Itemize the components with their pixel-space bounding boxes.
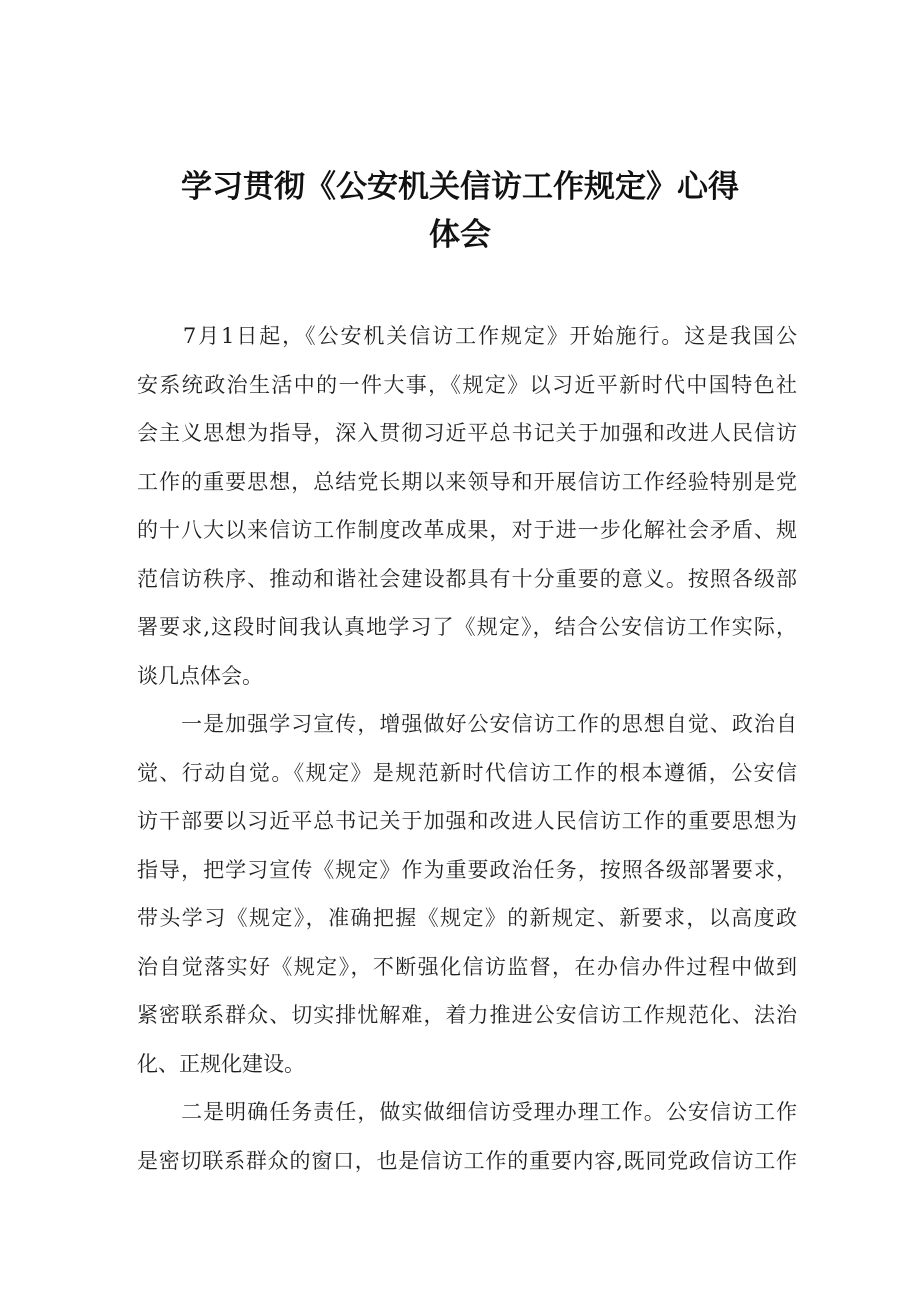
text-line: 带头学习《规定》，准确把握《规定》的新规定、新要求，以高度政: [137, 906, 797, 930]
text-line: 指导，把学习宣传《规定》作为重要政治任务，按照各级部署要求，: [137, 857, 797, 882]
paragraph: [137, 700, 797, 1088]
text-line: 访干部要以习近平总书记关于加强和改进人民信访工作的重要思想为: [137, 809, 797, 833]
text-line: 治自觉落实好《规定》，不断强化信访监督，在办信办件过程中做到: [137, 954, 797, 979]
text-line: 安系统政治生活中的一件大事，《规定》以习近平新时代中国特色社: [137, 372, 797, 397]
text-line: 会主义思想为指导，深入贯彻习近平总书记关于加强和改进人民信访: [137, 421, 797, 445]
paragraph: [137, 1088, 797, 1185]
text-line: 署要求,这段时间我认真地学习了《规定》，结合公安信访工作实际，: [137, 615, 797, 639]
document-title-line-2: 体会: [429, 217, 491, 253]
text-line: 二是明确任务责任，做实做细信访受理办理工作。公安信访工作: [137, 1100, 797, 1124]
text-line: 的十八大以来信访工作制度改革成果，对于进一步化解社会矛盾、规: [137, 518, 797, 542]
text-line: 紧密联系群众、切实排忧解难，着力推进公安信访工作规范化、法治: [137, 1003, 797, 1027]
text-line: 觉、行动自觉。《规定》是规范新时代信访工作的根本遵循，公安信: [137, 760, 797, 785]
document-body: [137, 312, 797, 1185]
text-line: 是密切联系群众的窗口，也是信访工作的重要内容,既同党政信访工作: [137, 1148, 797, 1173]
text-line: 工作的重要思想，总结党长期以来领导和开展信访工作经验特别是党: [137, 469, 797, 494]
paragraph: [137, 312, 797, 700]
text-line: 谈几点体会。: [137, 663, 263, 688]
text-line: 范信访秩序、推动和谐社会建设都具有十分重要的意义。按照各级部: [137, 566, 797, 591]
document-title-line-1: 学习贯彻《公安机关信访工作规定》心得: [181, 169, 739, 205]
text-line: 一是加强学习宣传，增强做好公安信访工作的思想自觉、政治自: [137, 712, 797, 736]
text-line: 化、正规化建设。: [137, 1051, 305, 1076]
text-line: 7月1日起，《公安机关信访工作规定》开始施行。这是我国公: [137, 324, 797, 348]
